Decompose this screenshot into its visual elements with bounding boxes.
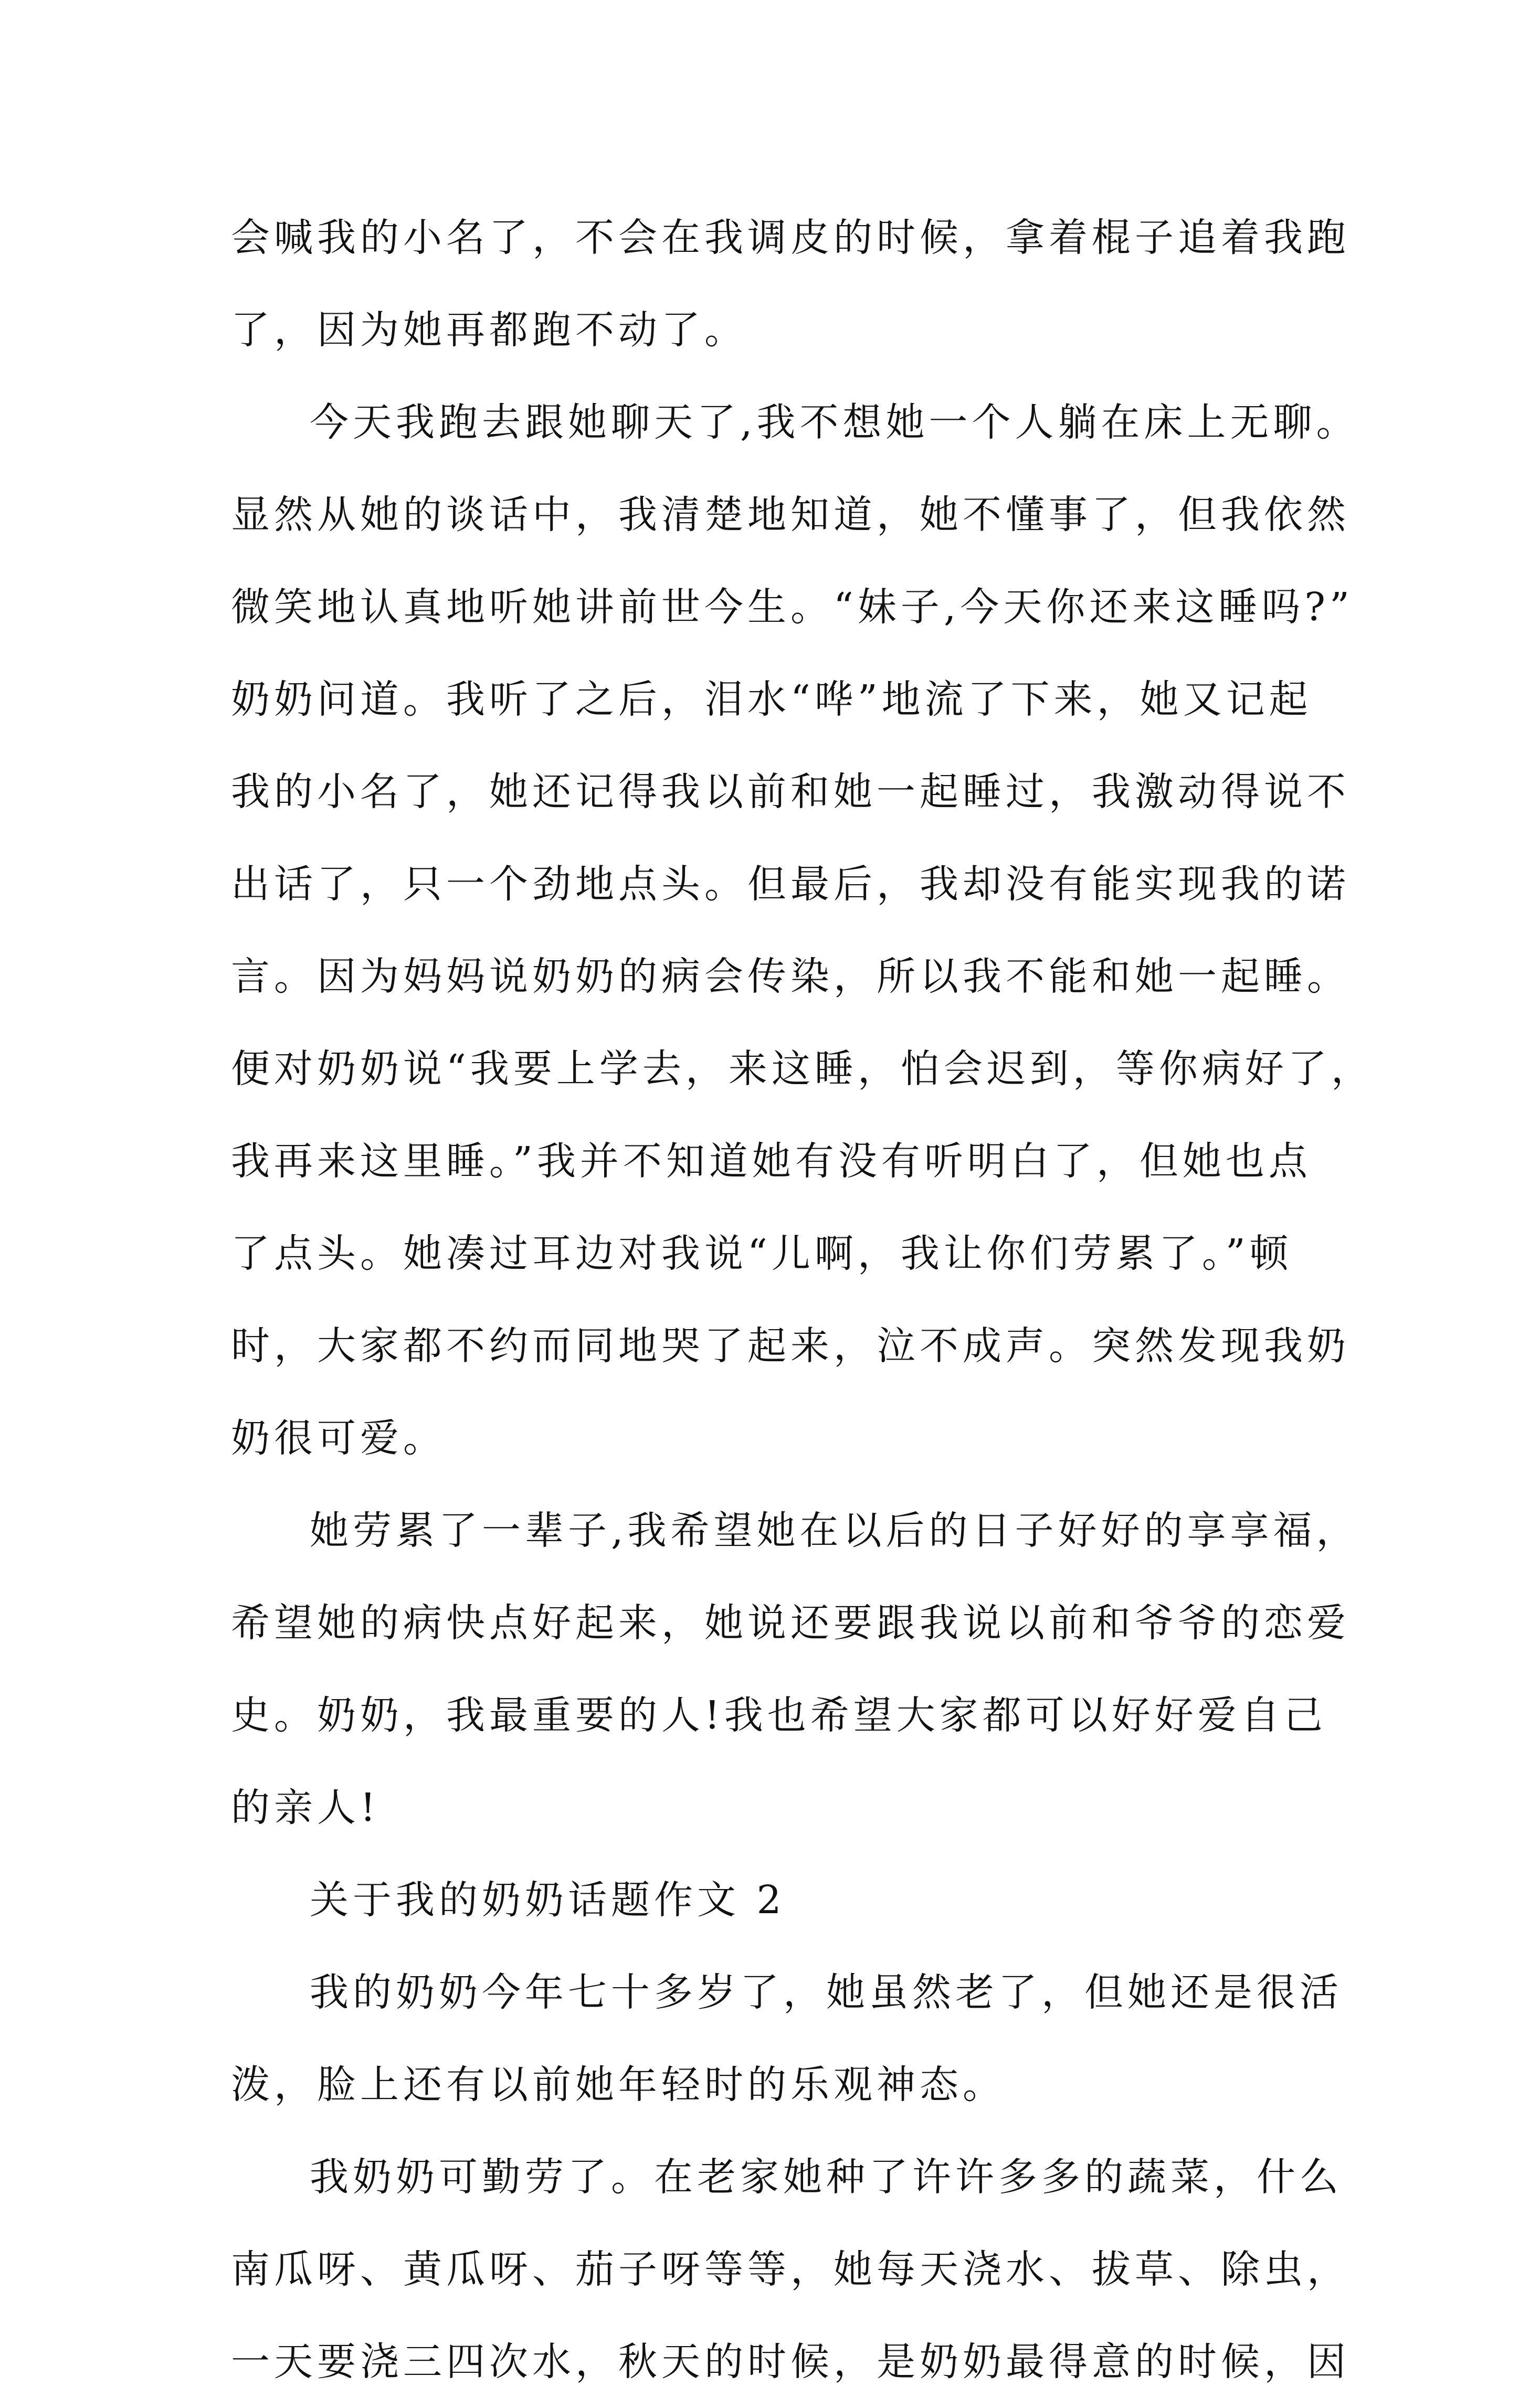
text-line: 史。奶奶，我最重要的人!我也希望大家都可以好好爱自己 xyxy=(231,1693,1327,1738)
text-line: 奶很可爱。 xyxy=(231,1416,446,1461)
text-line: 她劳累了一辈子,我希望她在以后的日子好好的享享福， xyxy=(310,1508,1359,1553)
text-line: 今天我跑去跟她聊天了,我不想她一个人躺在床上无聊。 xyxy=(310,400,1359,445)
text-line: 便对奶奶说“我要上学去，来这睡，怕会迟到，等你病好了， xyxy=(231,1046,1374,1091)
text-line: 关于我的奶奶话题作文 2 xyxy=(310,1877,786,1923)
text-line: 一天要浇三四次水，秋天的时候，是奶奶最得意的时候，因 xyxy=(231,2339,1350,2384)
text-line: 时，大家都不约而同地哭了起来，泣不成声。突然发现我奶 xyxy=(231,1323,1350,1369)
text-line: 我的奶奶今年七十多岁了，她虽然老了，但她还是很活 xyxy=(310,1970,1343,2015)
text-line: 泼，脸上还有以前她年轻时的乐观神态。 xyxy=(231,2062,1006,2107)
text-line: 我的小名了，她还记得我以前和她一起睡过，我激动得说不 xyxy=(231,769,1350,814)
text-line: 我再来这里睡。”我并不知道她有没有听明白了，但她也点 xyxy=(231,1139,1312,1184)
text-line: 南瓜呀、黄瓜呀、茄子呀等等，她每天浇水、拔草、除虫， xyxy=(231,2247,1350,2292)
text-line: 我奶奶可勤劳了。在老家她种了许许多多的蔬菜，什么 xyxy=(310,2155,1343,2200)
text-line: 了点头。她凑过耳边对我说“儿啊，我让你们劳累了。”顿 xyxy=(231,1231,1293,1276)
text-line: 会喊我的小名了，不会在我调皮的时候，拿着棍子追着我跑 xyxy=(231,215,1350,260)
text-line: 奶奶问道。我听了之后，泪水“哗”地流了下来，她又记起 xyxy=(231,677,1312,722)
text-line: 希望她的病快点好起来，她说还要跟我说以前和爷爷的恋爱 xyxy=(231,1600,1350,1646)
text-line: 出话了，只一个劲地点头。但最后，我却没有能实现我的诺 xyxy=(231,862,1350,907)
document-body xyxy=(231,192,1374,2408)
text-line: 言。因为妈妈说奶奶的病会传染，所以我不能和她一起睡。 xyxy=(231,954,1350,999)
text-line: 了，因为她再都跑不动了。 xyxy=(231,307,747,353)
text-line: 的亲人! xyxy=(231,1785,380,1830)
text-line: 显然从她的谈话中，我清楚地知道，她不懂事了，但我依然 xyxy=(231,492,1350,537)
text-line: 微笑地认真地听她讲前世今生。“妹子,今天你还来这睡吗?” xyxy=(231,585,1354,630)
